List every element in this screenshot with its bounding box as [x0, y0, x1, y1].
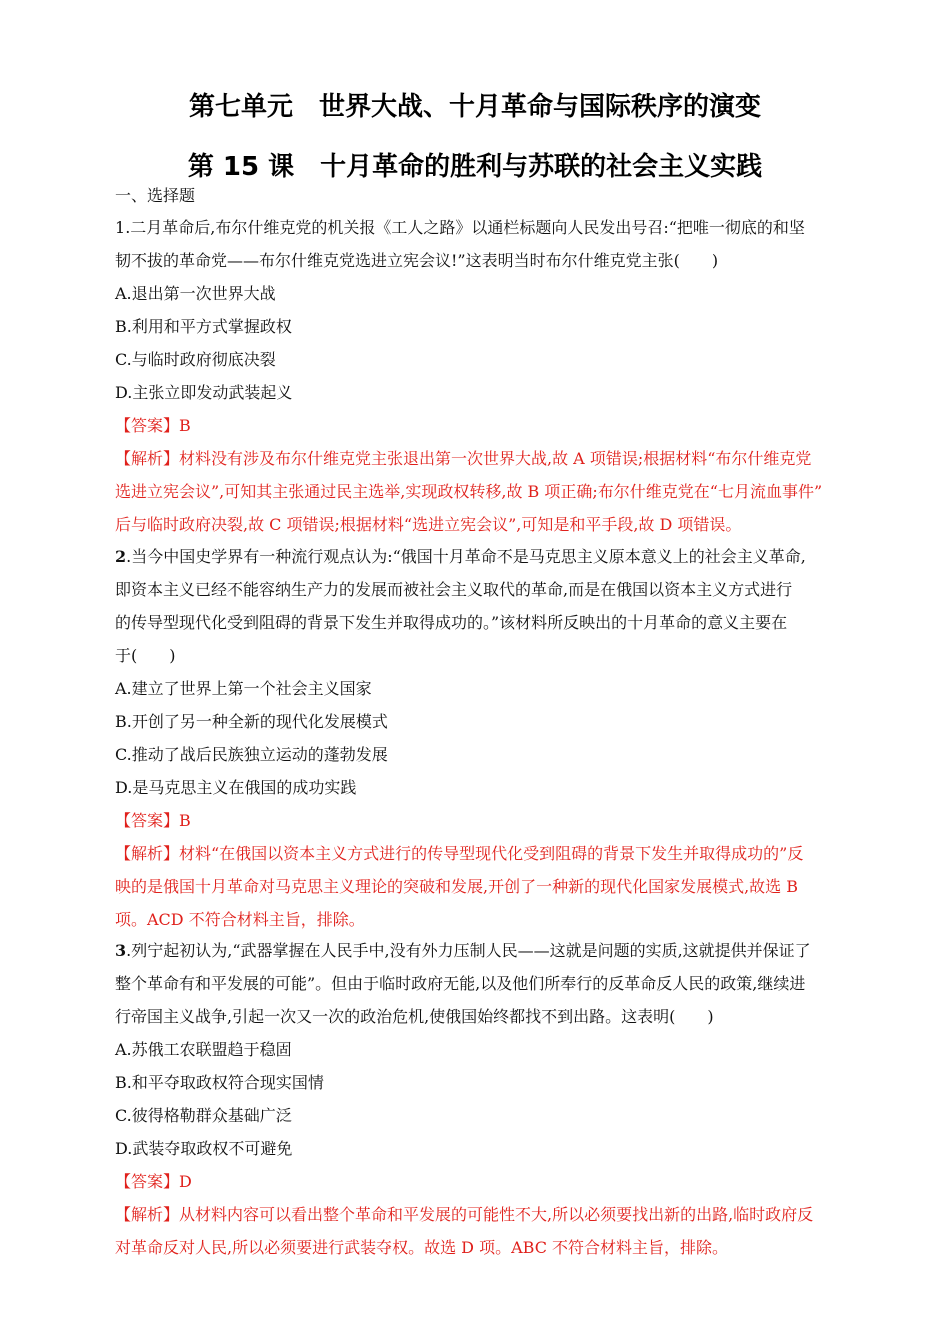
question-3-stem-line: 行帝国主义战争,引起一次又一次的政治危机,使俄国始终都找不到出路。这表明( ): [115, 1007, 714, 1026]
question-1-answer: 【答案】B: [115, 416, 191, 435]
question-2-option-c: C.推动了战后民族独立运动的蓬勃发展: [115, 745, 388, 764]
question-2-option-a: A.建立了世界上第一个社会主义国家: [115, 679, 372, 698]
question-2-answer: 【答案】B: [115, 811, 191, 830]
question-1-analysis-line: 选进立宪会议”,可知其主张通过民主选举,实现政权转移,故 B 项正确;布尔什维克党在“七月流血事件”: [115, 482, 823, 501]
question-1-number: 1: [115, 218, 126, 237]
question-3-option-a: A.苏俄工农联盟趋于稳固: [115, 1040, 292, 1059]
question-3-analysis-line: 对革命反对人民,所以必须要进行武装夺权。故选 D 项。ABC 不符合材料主旨，排除。: [115, 1238, 729, 1257]
question-3-option-b: B.和平夺取政权符合现实国情: [115, 1073, 324, 1092]
question-2-option-b: B.开创了另一种全新的现代化发展模式: [115, 712, 388, 731]
unit-title: 第七单元 世界大战、十月革命与国际秩序的演变: [188, 92, 761, 122]
question-1-analysis-line: 后与临时政府决裂,故 C 项错误;根据材料“选进立宪会议”,可知是和平手段,故 D 项错误。: [115, 515, 742, 534]
question-1-analysis-line: 【解析】材料没有涉及布尔什维克党主张退出第一次世界大战,故 A 项错误;根据材料“布尔什维克党: [115, 449, 812, 468]
question-1-stem-line: 1.二月革命后,布尔什维克党的机关报《工人之路》以通栏标题向人民发出号召:“把唯一彻底的和坚: [115, 218, 805, 237]
question-2-stem-line: 即资本主义已经不能容纳生产力的发展而被社会主义取代的革命,而是在俄国以资本主义方式进行: [115, 580, 793, 599]
question-1-option-b: B.利用和平方式掌握政权: [115, 317, 292, 336]
question-2-stem-line: 2.当今中国史学界有一种流行观点认为:“俄国十月革命不是马克思主义原本意义上的社会主义革命,: [115, 547, 806, 566]
question-2-analysis-line: 项。ACD 不符合材料主旨，排除。: [115, 910, 365, 929]
question-2-analysis-line: 【解析】材料“在俄国以资本主义方式进行的传导型现代化受到阻碍的背景下发生并取得成功的”反: [115, 844, 804, 863]
question-1-option-d: D.主张立即发动武装起义: [115, 383, 293, 402]
section-heading: 一、选择题: [115, 186, 196, 205]
question-2-analysis-line: 映的是俄国十月革命对马克思主义理论的突破和发展,开创了一种新的现代化国家发展模式,故选 B: [115, 877, 799, 896]
question-3-stem-line: 整个革命有和平发展的可能”。但由于临时政府无能,以及他们所奉行的反革命反人民的政策,继续进: [115, 974, 806, 993]
question-3-analysis-line: 【解析】从材料内容可以看出整个革命和平发展的可能性不大,所以必须要找出新的出路,临时政府反: [115, 1205, 814, 1224]
question-3-option-c: C.彼得格勒群众基础广泛: [115, 1106, 292, 1125]
question-2-number: 2: [115, 547, 127, 566]
question-3-number: 3: [115, 941, 127, 960]
question-2-stem-line: 于( ): [115, 646, 176, 665]
question-3-option-d: D.武装夺取政权不可避免: [115, 1139, 293, 1158]
question-2-stem-line: 的传导型现代化受到阻碍的背景下发生并取得成功的。”该材料所反映出的十月革命的意义主要在: [115, 613, 788, 632]
question-3-answer: 【答案】D: [115, 1172, 192, 1191]
question-1-stem-line: 韧不拔的革命党——布尔什维克党选进立宪会议!”这表明当时布尔什维克党主张( ): [115, 251, 719, 270]
question-1-option-c: C.与临时政府彻底决裂: [115, 350, 276, 369]
question-2-option-d: D.是马克思主义在俄国的成功实践: [115, 778, 357, 797]
question-1-option-a: A.退出第一次世界大战: [115, 284, 276, 303]
question-3-stem-line: 3.列宁起初认为,“武器掌握在人民手中,没有外力压制人民——这就是问题的实质,这就提供并保证了: [115, 941, 811, 960]
lesson-title: 第 15 课 十月革命的胜利与苏联的社会主义实践: [187, 152, 763, 182]
